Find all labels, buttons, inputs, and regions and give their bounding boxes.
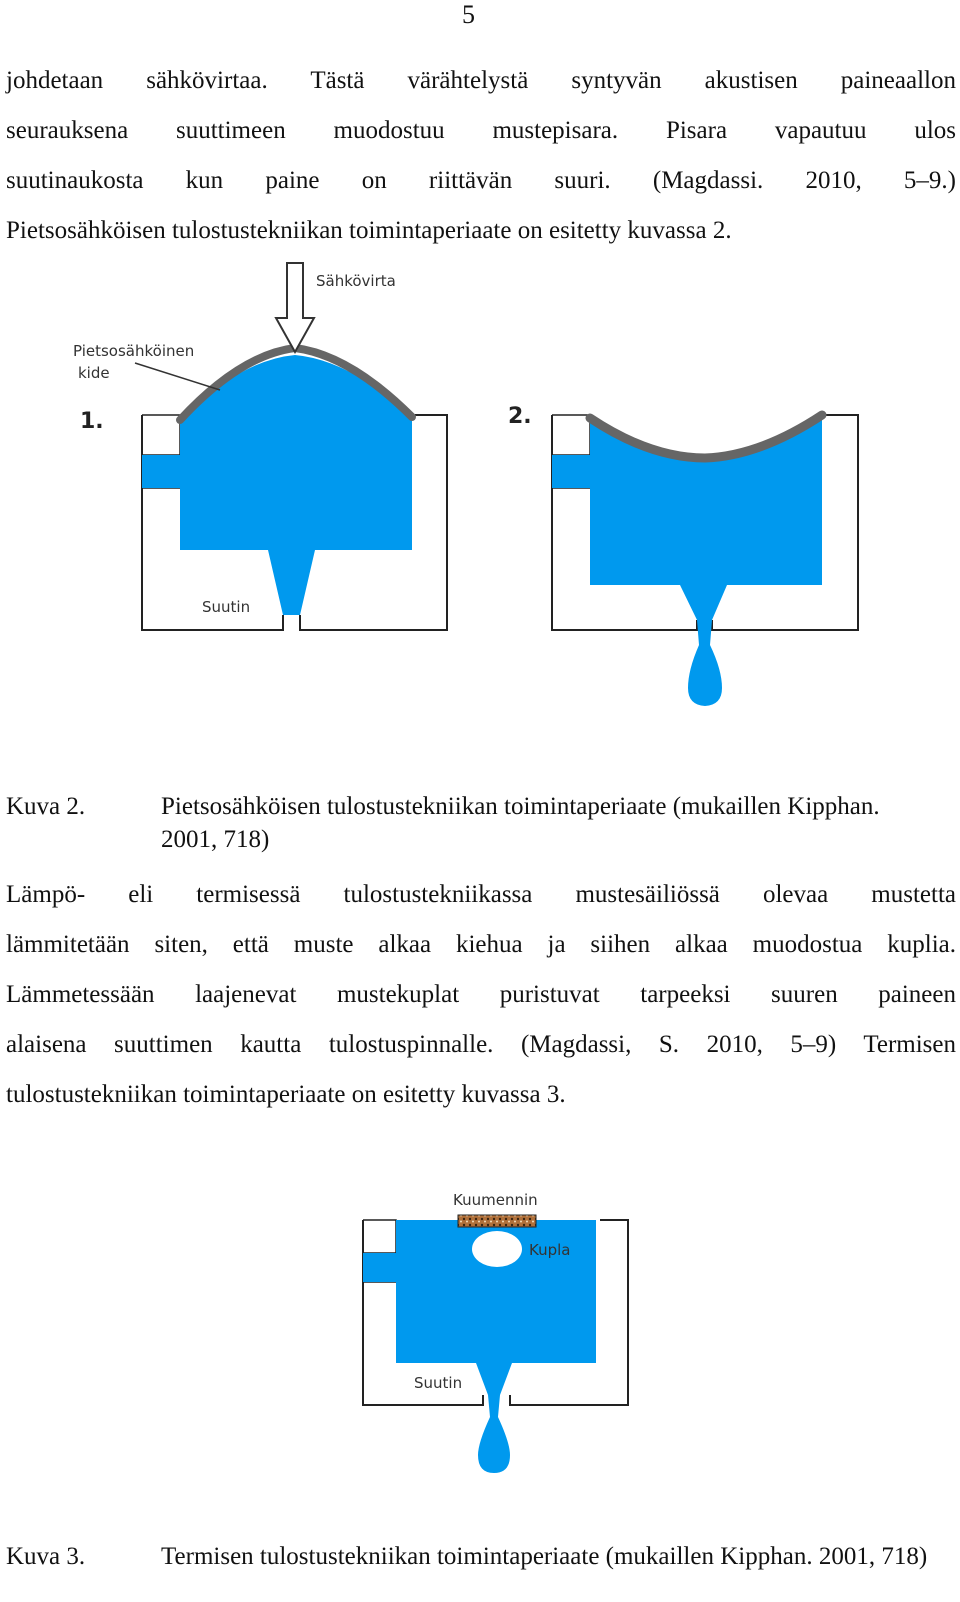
inlet-outline-1 [142, 415, 180, 455]
caption-label: Kuva 3. [6, 1543, 86, 1570]
label-heater: Kuumennin [453, 1191, 538, 1209]
current-arrow-icon [276, 263, 314, 352]
paragraph-line: tulostustekniikan toimintaperiaate on esitetty kuvassa 3. [6, 1081, 566, 1108]
paragraph-line: Lämpö- eli termisessä tulostustekniikassa mustesäiliössä olevaa mustetta [6, 881, 956, 908]
crystal-pointer-line [135, 363, 220, 390]
caption-text: Termisen tulostustekniikan toimintaperiaate (mukaillen Kipphan. 2001, 718) [161, 1543, 928, 1570]
page-number: 5 [462, 0, 475, 29]
label-nozzle-1: Suutin [202, 598, 251, 616]
inlet-outline-2 [552, 415, 590, 455]
figure-piezo-diagram [0, 260, 960, 720]
bubble [472, 1231, 522, 1267]
label-crystal-line2: kide [78, 364, 110, 382]
paragraph-line: lämmitetään siten, että muste alkaa kiehua ja siihen alkaa muodostua kuplia. [6, 931, 956, 958]
caption-text: Pietsosähköisen tulostustekniikan toimintaperiaate (mukaillen Kipphan. 2001, 718) [161, 793, 880, 853]
paragraph-thermal [6, 870, 956, 1120]
figure-thermal-diagram [0, 1191, 960, 1485]
inlet-outline-3 [363, 1220, 396, 1253]
diagram-thermal [363, 1191, 628, 1473]
label-step-2: 2. [508, 404, 532, 429]
label-crystal-line1: Pietsosähköinen [73, 342, 195, 360]
paragraph-line: suutinaukosta kun paine on riittävän suuri. (Magdassi. 2010, 5–9.) [6, 167, 956, 194]
paragraph-line: johdetaan sähkövirtaa. Tästä värähtelystä syntyvän akustisen paineaallon [6, 67, 956, 94]
label-bubble: Kupla [529, 1241, 571, 1259]
ink-reservoir-1 [142, 355, 412, 615]
heater-element [458, 1215, 536, 1227]
label-nozzle-3: Suutin [414, 1374, 463, 1392]
label-step-1: 1. [80, 409, 104, 434]
paragraph-piezo-intro [6, 56, 956, 256]
diagram-step-1 [73, 263, 447, 630]
paragraph-line: Pietsosähköisen tulostustekniikan toimintaperiaate on esitetty kuvassa 2. [6, 217, 732, 244]
label-current: Sähkövirta [316, 272, 396, 290]
paragraph-line: Lämmetessään laajenevat mustekuplat puristuvat tarpeeksi suuren paineen [6, 981, 956, 1008]
paragraph-line: seurauksena suuttimeen muodostuu mustepisara. Pisara vapautuu ulos [6, 117, 956, 144]
diagram-step-2 [508, 404, 858, 706]
paragraph-line: alaisena suuttimen kautta tulostuspinnalle. (Magdassi, S. 2010, 5–9) Termisen [6, 1031, 956, 1058]
caption-label: Kuva 2. [6, 793, 86, 820]
